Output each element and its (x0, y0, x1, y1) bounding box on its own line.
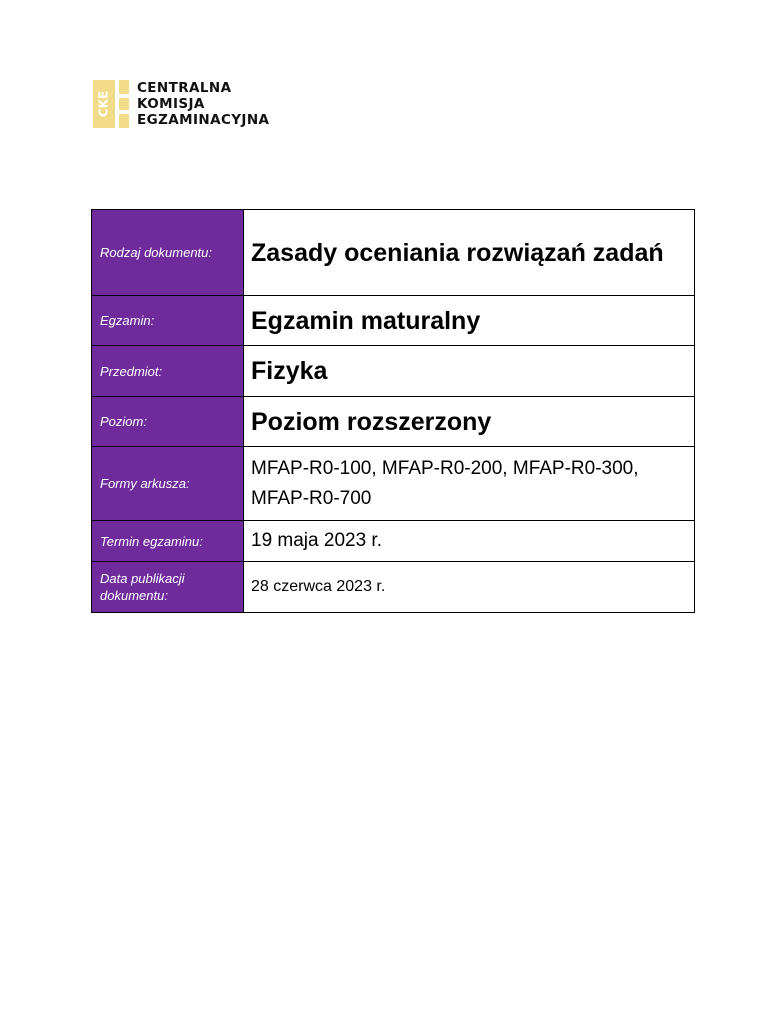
label-exam-date: Termin egzaminu: (92, 521, 244, 562)
label-publication-date: Data publikacji dokumentu: (92, 562, 244, 613)
value-subject: Fizyka (244, 346, 695, 397)
row-document-type (92, 210, 695, 296)
label-document-type: Rodzaj dokumentu: (92, 210, 244, 296)
value-exam: Egzamin maturalny (244, 296, 695, 346)
row-exam-date (92, 521, 695, 562)
row-exam (92, 296, 695, 346)
label-sheet-forms: Formy arkusza: (92, 447, 244, 521)
cke-logo-mark-graphic (93, 80, 129, 128)
label-subject: Przedmiot: (92, 346, 244, 397)
row-sheet-forms (92, 447, 695, 521)
cke-logo-mark (93, 80, 129, 128)
row-level (92, 397, 695, 447)
logo-line-1: CENTRALNA (137, 80, 232, 96)
document-info-table (91, 209, 695, 613)
row-publication-date (92, 562, 695, 613)
cke-logo-wordmark (137, 80, 269, 128)
logo-line-2: KOMISJA (137, 96, 205, 112)
label-level: Poziom: (92, 397, 244, 447)
value-publication-date: 28 czerwca 2023 r. (244, 562, 695, 613)
value-exam-date: 19 maja 2023 r. (244, 521, 695, 562)
label-exam: Egzamin: (92, 296, 244, 346)
row-subject (92, 346, 695, 397)
value-sheet-forms: MFAP-R0-100, MFAP-R0-200, MFAP-R0-300, MFAP-R0-700 (244, 447, 695, 521)
cke-logo-initials: CKE (96, 90, 111, 118)
value-document-type: Zasady oceniania rozwiązań zadań (244, 210, 695, 296)
logo-line-3: EGZAMINACYJNA (137, 112, 270, 128)
value-level: Poziom rozszerzony (244, 397, 695, 447)
cke-logo (93, 80, 269, 128)
